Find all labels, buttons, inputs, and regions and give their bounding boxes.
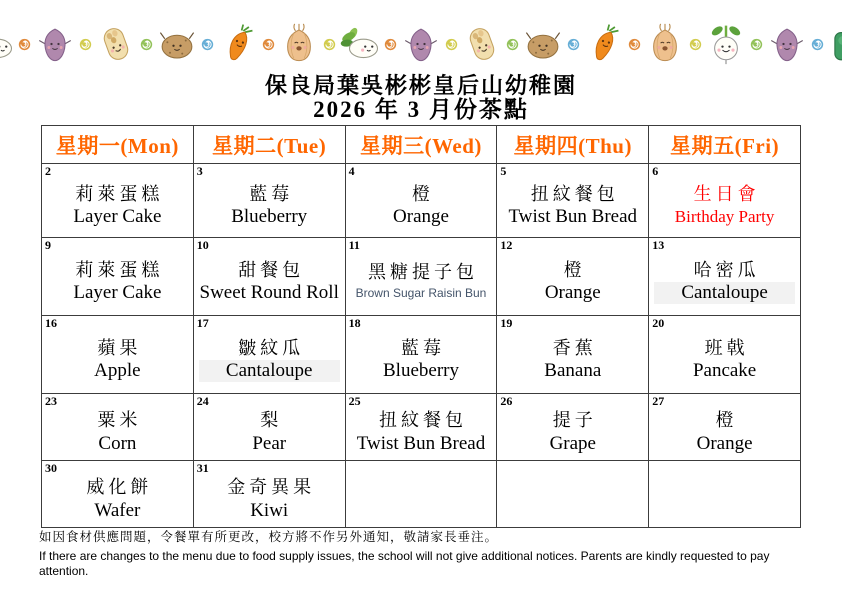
- snack-name-english: Birthday Party: [674, 206, 775, 226]
- snack-entry: [194, 316, 345, 393]
- snack-entry: [42, 164, 193, 237]
- cell-day-11: [345, 238, 497, 316]
- date-number: 2: [45, 164, 51, 179]
- snack-name-chinese: 橙: [411, 183, 434, 204]
- swirl-yellow-icon: [445, 38, 458, 51]
- title-block: [0, 74, 842, 122]
- snack-entry: [42, 461, 193, 527]
- swirl-blue-icon: [201, 38, 214, 51]
- swirl-blue-icon: [567, 38, 580, 51]
- snack-entry: [42, 394, 193, 460]
- empty-cell: [345, 461, 497, 528]
- snack-entry: [497, 394, 648, 460]
- date-number: 6: [652, 164, 659, 179]
- carrot-icon: [583, 23, 625, 65]
- date-number: 25: [348, 394, 361, 409]
- cell-day-3: [193, 164, 345, 238]
- carrot-icon: [217, 23, 259, 65]
- date-number: 31: [196, 461, 209, 476]
- snack-name-english: Kiwi: [250, 499, 289, 521]
- snack-name-english: Orange: [544, 282, 601, 304]
- snack-name-chinese: 藍莓: [249, 183, 294, 204]
- daikon-icon: [0, 23, 15, 65]
- calendar-week-row: [42, 394, 801, 461]
- cell-day-10: [193, 238, 345, 316]
- snack-name-english: Corn: [98, 432, 137, 454]
- weekday-header-1: 星期二(Tue): [193, 126, 345, 164]
- cell-day-13: [649, 238, 801, 316]
- swirl-orange-icon: [628, 38, 641, 51]
- calendar-week-row: [42, 164, 801, 238]
- snack-name-english: Layer Cake: [73, 282, 162, 304]
- cell-day-30: [42, 461, 194, 528]
- date-number: 30: [45, 461, 57, 476]
- snack-name-english: Cantaloupe: [654, 282, 795, 304]
- snack-name-english: Orange: [393, 206, 449, 228]
- snack-name-chinese: 藍莓: [400, 337, 445, 358]
- snack-name-english: Brown Sugar Raisin Bun: [355, 286, 487, 301]
- swirl-yellow-icon: [689, 38, 702, 51]
- snack-name-english: Blueberry: [383, 360, 459, 382]
- cell-day-6: [649, 164, 801, 238]
- snack-name-chinese: 威化餅: [86, 477, 153, 498]
- menu-month-title: 2026 年 3 月份茶點: [313, 97, 529, 123]
- snack-entry: [194, 164, 345, 237]
- snack-name-english: Pear: [252, 432, 287, 454]
- snack-entry: [42, 316, 193, 393]
- snack-name-english: Twist Bun Bread: [508, 206, 638, 228]
- snack-name-chinese: 金奇異果: [227, 477, 316, 498]
- potato-icon: [156, 23, 198, 65]
- date-number: 4: [348, 164, 355, 179]
- snack-name-english: Grape: [549, 432, 596, 454]
- cell-day-12: [497, 238, 649, 316]
- snack-name-english: Wafer: [94, 499, 141, 521]
- cell-day-18: [345, 316, 497, 394]
- snack-name-english: Banana: [544, 360, 602, 382]
- swirl-green-icon: [750, 38, 763, 51]
- swirl-green-icon: [140, 38, 153, 51]
- sweet-potato-icon: [400, 23, 442, 65]
- cell-day-16: [42, 316, 194, 394]
- cell-day-31: [193, 461, 345, 528]
- snack-entry: [649, 316, 800, 393]
- weekday-header-0: 星期一(Mon): [42, 126, 194, 164]
- snack-name-english: Apple: [94, 360, 141, 382]
- snack-name-chinese: 橙: [715, 410, 738, 431]
- snack-name-chinese: 香蕉: [552, 337, 597, 358]
- date-number: 3: [196, 164, 203, 179]
- snack-entry: [346, 394, 497, 460]
- snack-entry: [346, 238, 497, 315]
- snack-name-chinese: 黑糖提子包: [367, 261, 478, 282]
- snack-entry: [42, 238, 193, 315]
- cell-day-27: [649, 394, 801, 461]
- weekday-header-3: 星期四(Thu): [497, 126, 649, 164]
- cell-day-17: [193, 316, 345, 394]
- swirl-orange-icon: [18, 38, 31, 51]
- snack-name-chinese: 生日會: [693, 183, 760, 204]
- date-number: 24: [196, 394, 209, 409]
- snack-name-english: Sweet Round Roll: [199, 282, 339, 304]
- date-number: 18: [348, 316, 361, 331]
- corn-icon: [95, 23, 137, 65]
- date-number: 5: [500, 164, 507, 179]
- snack-entry: [194, 461, 345, 527]
- notice-footer: [39, 530, 803, 579]
- school-name: 保良局葉吳彬彬皇后山幼稚園: [264, 73, 577, 98]
- snack-name-chinese: 甜餐包: [238, 259, 305, 280]
- snack-name-chinese: 扭紋餐包: [530, 183, 619, 204]
- snack-name-chinese: 班戟: [704, 337, 749, 358]
- snack-name-english: Orange: [696, 432, 753, 454]
- snack-name-chinese: 皺紋瓜: [238, 337, 305, 358]
- snack-name-chinese: 莉萊蛋糕: [75, 259, 164, 280]
- date-number: 10: [196, 238, 209, 253]
- snack-entry: [497, 238, 648, 315]
- snack-entry: [346, 316, 497, 393]
- date-number: 23: [45, 394, 57, 409]
- snack-name-chinese: 扭紋餐包: [378, 410, 467, 431]
- snack-name-english: Blueberry: [231, 206, 308, 228]
- snack-entry: [497, 164, 648, 237]
- notice-chinese: 如因食材供應問題，令餐單有所更改，校方將不作另外通知，敬請家長垂注。: [39, 530, 499, 545]
- swirl-yellow-icon: [79, 38, 92, 51]
- snack-name-english: Layer Cake: [73, 206, 162, 228]
- snack-name-chinese: 提子: [552, 410, 597, 431]
- snack-name-english: Twist Bun Bread: [356, 432, 486, 454]
- snack-name-chinese: 哈密瓜: [693, 259, 760, 280]
- onion-icon: [278, 23, 320, 65]
- date-number: 16: [45, 316, 57, 331]
- cell-day-2: [42, 164, 194, 238]
- swirl-blue-icon: [811, 38, 824, 51]
- turnip-icon: [705, 23, 747, 65]
- date-number: 20: [652, 316, 665, 331]
- cell-day-20: [649, 316, 801, 394]
- cell-day-25: [345, 394, 497, 461]
- date-number: 27: [652, 394, 665, 409]
- daikon-icon: [339, 23, 381, 65]
- date-number: 26: [500, 394, 513, 409]
- calendar-week-row: [42, 238, 801, 316]
- date-number: 17: [196, 316, 209, 331]
- snack-name-english: Cantaloupe: [199, 360, 340, 382]
- potato-icon: [522, 23, 564, 65]
- swirl-orange-icon: [384, 38, 397, 51]
- date-number: 12: [500, 238, 513, 253]
- swirl-yellow-icon: [323, 38, 336, 51]
- snack-entry: [194, 238, 345, 315]
- calendar-week-row: [42, 316, 801, 394]
- calendar-week-row: [42, 461, 801, 528]
- date-number: 19: [500, 316, 513, 331]
- weekday-header-4: 星期五(Fri): [649, 126, 801, 164]
- cell-day-19: [497, 316, 649, 394]
- vegetable-banner: [0, 16, 842, 72]
- weekday-header-row: [42, 126, 801, 164]
- snack-entry: [497, 316, 648, 393]
- cell-day-24: [193, 394, 345, 461]
- corn-icon: [461, 23, 503, 65]
- cell-day-26: [497, 394, 649, 461]
- snack-name-english: Pancake: [692, 360, 757, 382]
- snack-name-chinese: 梨: [260, 410, 283, 431]
- snack-entry: [649, 238, 800, 315]
- snack-name-chinese: 蘋果: [97, 337, 142, 358]
- cell-day-5: [497, 164, 649, 238]
- backpack-icon: [827, 23, 842, 65]
- snack-calendar-table: [41, 125, 801, 528]
- snack-entry: [649, 164, 800, 237]
- snack-name-chinese: 粟米: [97, 410, 142, 431]
- empty-cell: [497, 461, 649, 528]
- snack-entry: [194, 394, 345, 460]
- notice-english: If there are changes to the menu due to food supply issues, the school will not give additional notices. Parents are kindly requested to pay attention.: [39, 549, 770, 579]
- sweet-potato-icon: [34, 23, 76, 65]
- snack-entry: [346, 164, 497, 237]
- weekday-header-2: 星期三(Wed): [345, 126, 497, 164]
- cell-day-4: [345, 164, 497, 238]
- snack-name-chinese: 橙: [563, 259, 586, 280]
- date-number: 11: [348, 238, 360, 253]
- date-number: 13: [652, 238, 665, 253]
- sweet-potato-icon: [766, 23, 808, 65]
- snack-name-chinese: 莉萊蛋糕: [75, 183, 164, 204]
- empty-cell: [649, 461, 801, 528]
- swirl-green-icon: [506, 38, 519, 51]
- snack-entry: [649, 394, 800, 460]
- cell-day-9: [42, 238, 194, 316]
- date-number: 9: [45, 238, 51, 253]
- onion-icon: [644, 23, 686, 65]
- swirl-orange-icon: [262, 38, 275, 51]
- cell-day-23: [42, 394, 194, 461]
